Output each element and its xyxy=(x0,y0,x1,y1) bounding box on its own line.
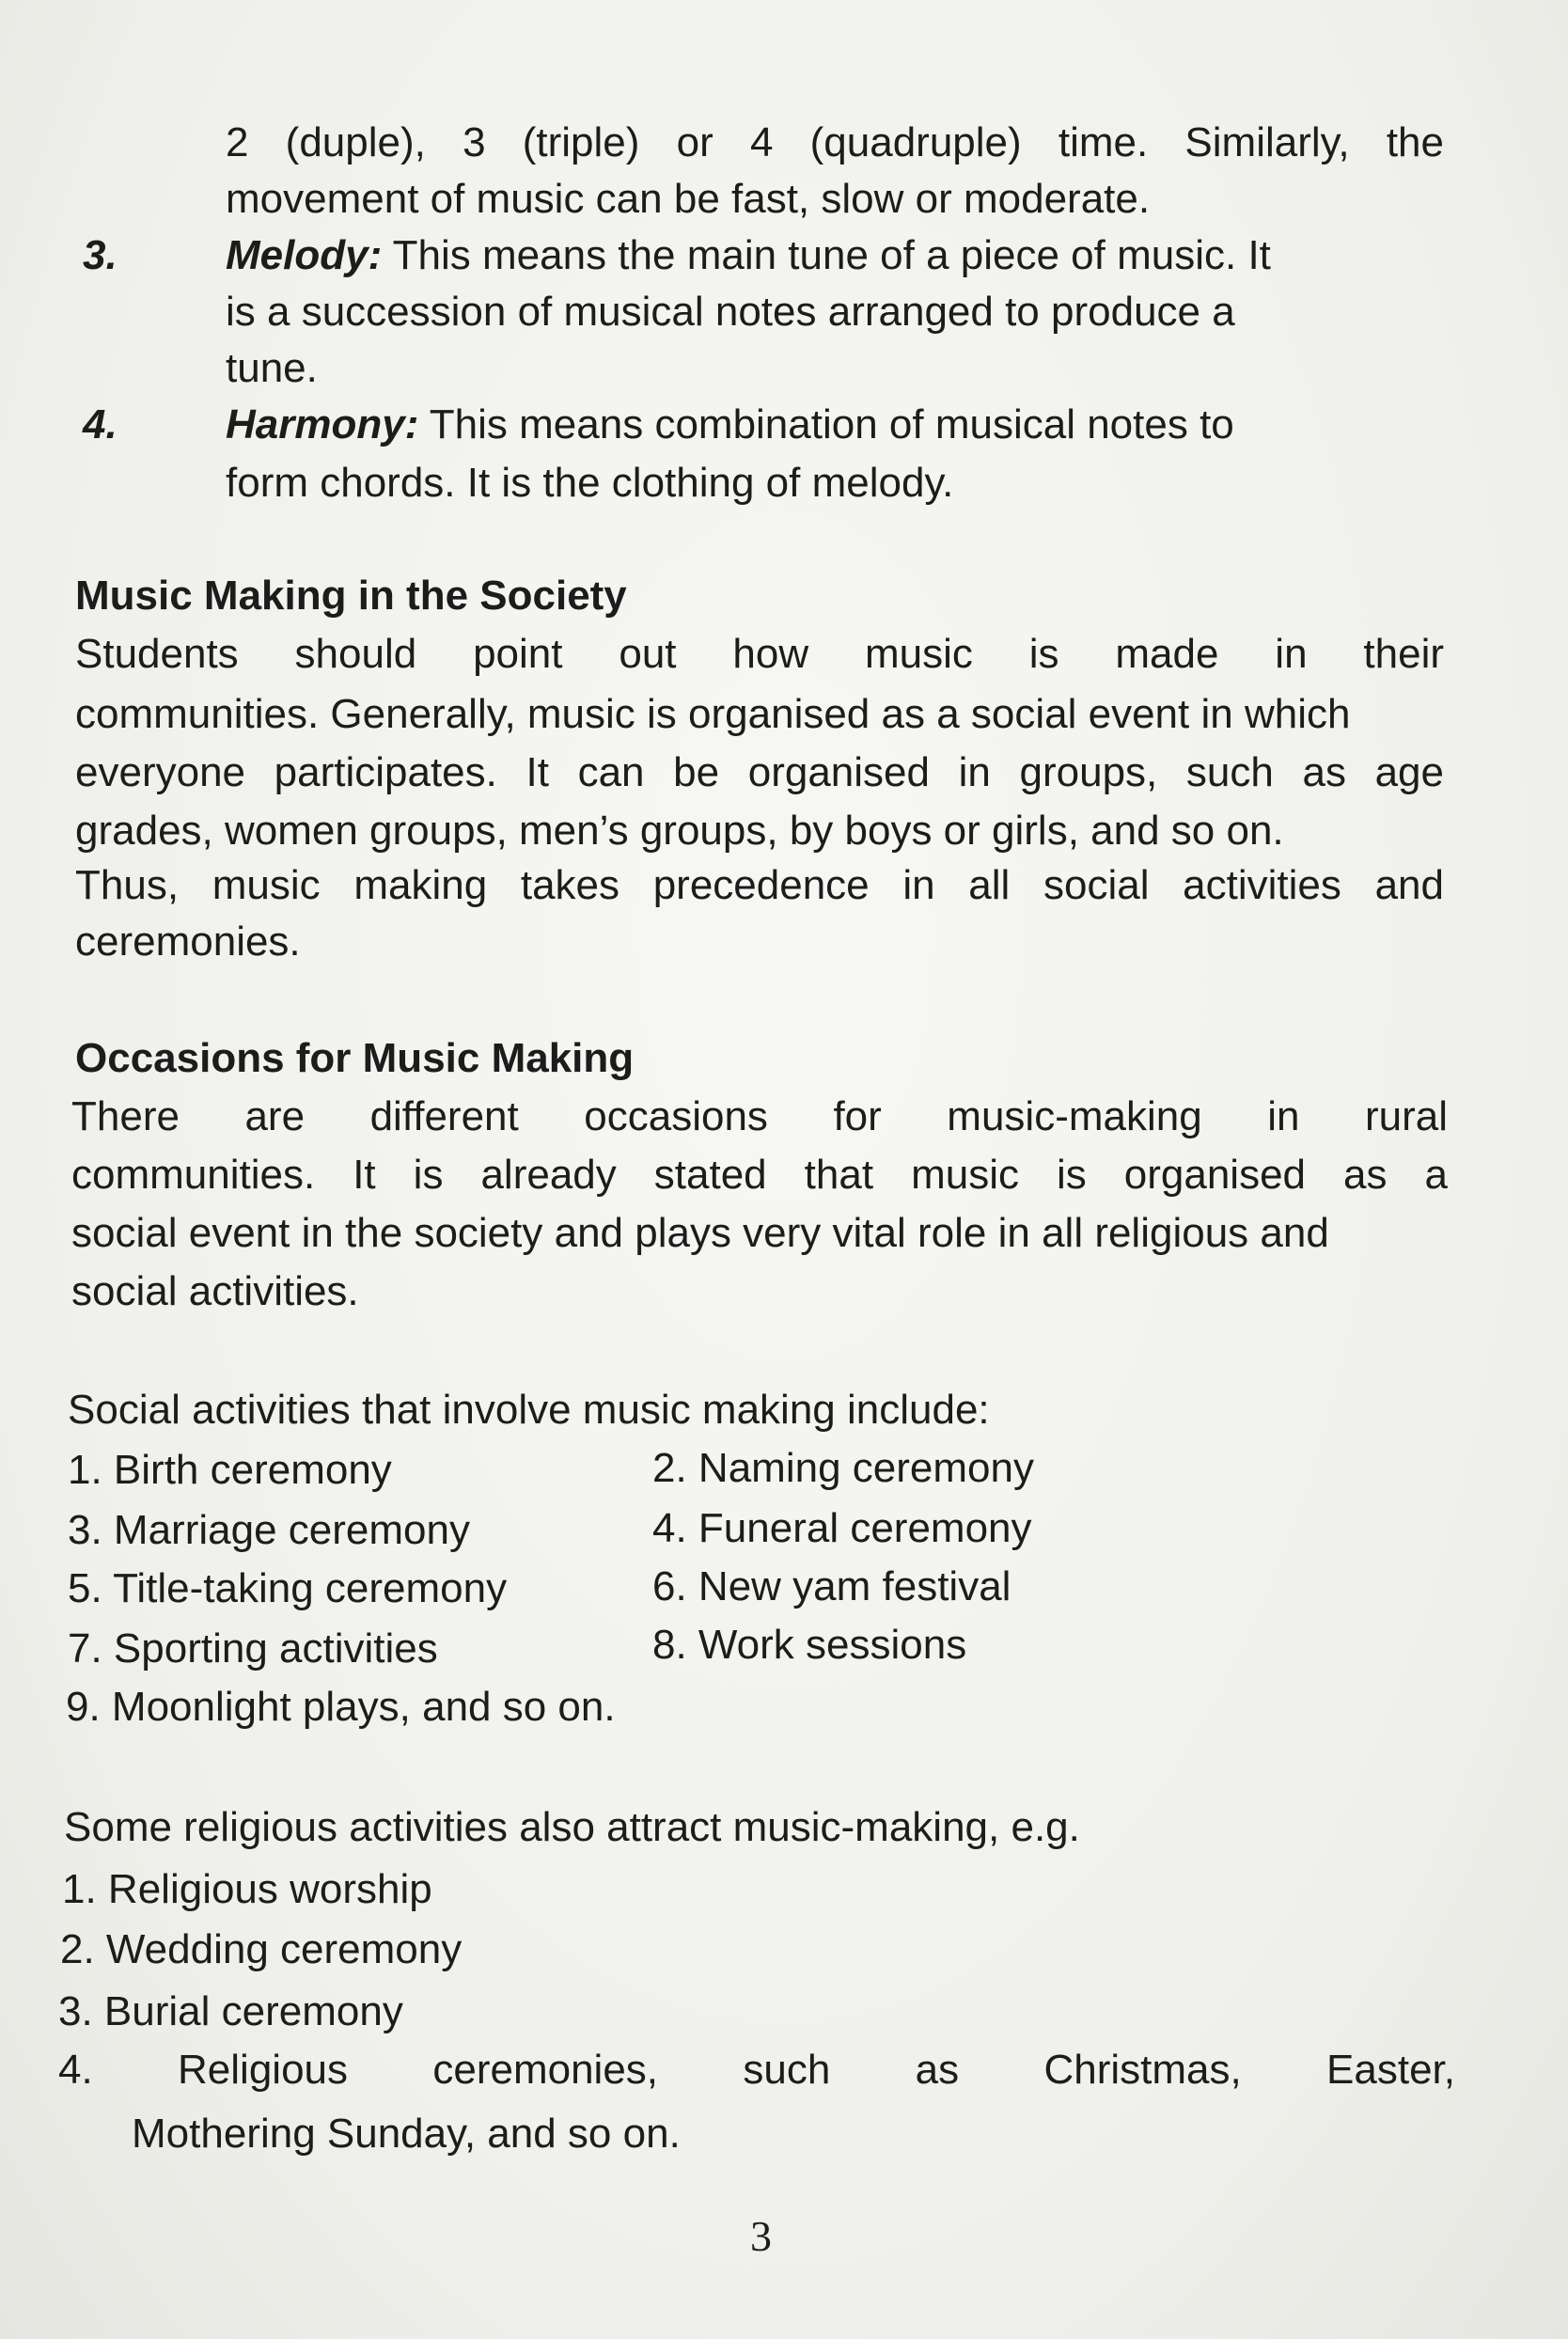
social-item-5: 5. Title-taking ceremony xyxy=(68,1565,508,1611)
harmony-definition: This means combination of musical notes to xyxy=(418,401,1234,447)
section-heading-music-making: Music Making in the Society xyxy=(75,573,627,619)
intro-line-2: movement of music can be fast, slow or moderate. xyxy=(226,176,1151,222)
section1-line-1: Students should point out how music is made in their xyxy=(75,631,1444,677)
melody-definition: This means the main tune of a piece of music. It xyxy=(382,232,1271,278)
religious-item-4-continued: Mothering Sunday, and so on. xyxy=(132,2111,681,2157)
section1-line-2: communities. Generally, music is organised as a social event in which xyxy=(75,691,1351,737)
harmony-term: Harmony: xyxy=(226,401,419,447)
intro-line-1: 2 (duple), 3 (triple) or 4 (quadruple) time. Similarly, the xyxy=(226,119,1444,165)
melody-line-3: tune. xyxy=(226,345,318,391)
list-number-melody: 3. xyxy=(83,232,118,278)
religious-item-2: 2. Wedding ceremony xyxy=(60,1926,463,1972)
social-item-1: 1. Birth ceremony xyxy=(68,1447,392,1493)
page-number: 3 xyxy=(750,2212,772,2260)
social-item-4: 4. Funeral ceremony xyxy=(652,1505,1032,1551)
harmony-line-2: form chords. It is the clothing of melody. xyxy=(226,460,954,506)
religious-item-3: 3. Burial ceremony xyxy=(58,1988,403,2034)
section2-line-4: social activities. xyxy=(71,1268,359,1314)
section1-line-4: grades, women groups, men’s groups, by boys or girls, and so on. xyxy=(75,808,1284,854)
religious-intro: Some religious activities also attract music-making, e.g. xyxy=(64,1804,1080,1850)
social-item-3: 3. Marriage ceremony xyxy=(68,1507,470,1553)
social-intro: Social activities that involve music making include: xyxy=(68,1387,990,1433)
melody-term: Melody: xyxy=(226,232,383,278)
section1-line-5: Thus, music making takes precedence in all social activities and xyxy=(75,862,1444,908)
religious-item-4: 4. Religious ceremonies, such as Christmas, Easter, xyxy=(58,2047,1455,2093)
social-item-7: 7. Sporting activities xyxy=(68,1625,438,1672)
section1-line-6: ceremonies. xyxy=(75,918,301,965)
social-item-6: 6. New yam festival xyxy=(652,1563,1011,1609)
section2-line-2: communities. It is already stated that music is organised as a xyxy=(71,1152,1448,1198)
social-item-2: 2. Naming ceremony xyxy=(652,1445,1034,1491)
religious-item-1: 1. Religious worship xyxy=(62,1866,432,1912)
melody-first-line xyxy=(226,228,1271,284)
list-number-harmony: 4. xyxy=(83,401,118,447)
melody-line-2: is a succession of musical notes arranged to produce a xyxy=(226,289,1235,335)
section1-line-3: everyone participates. It can be organised in groups, such as age xyxy=(75,749,1444,795)
social-item-8: 8. Work sessions xyxy=(652,1622,967,1668)
section-heading-occasions: Occasions for Music Making xyxy=(75,1035,635,1081)
section2-line-1: There are different occasions for music-making in rural xyxy=(71,1093,1448,1139)
harmony-first-line xyxy=(226,397,1234,453)
social-item-9: 9. Moonlight plays, and so on. xyxy=(66,1684,616,1730)
section2-line-3: social event in the society and plays very vital role in all religious and xyxy=(71,1210,1329,1256)
